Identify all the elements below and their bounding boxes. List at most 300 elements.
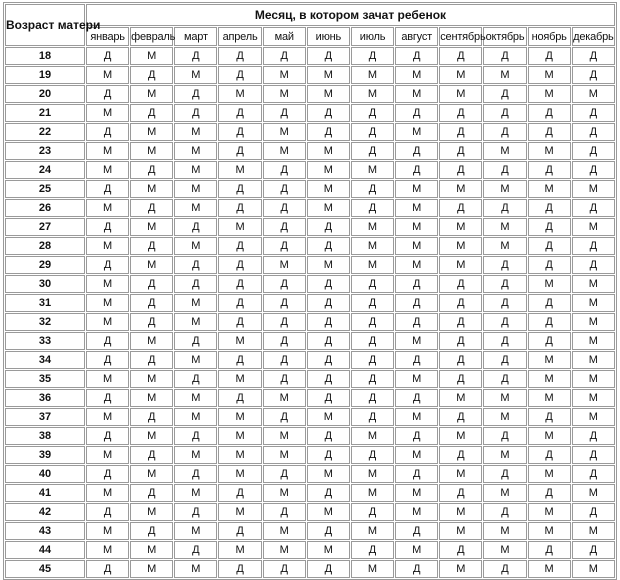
gender-cell: М [439,427,482,445]
gender-cell: М [483,484,526,502]
gender-cell: М [218,218,261,236]
gender-cell: М [528,275,571,293]
gender-cell: Д [218,275,261,293]
gender-cell: М [439,465,482,483]
gender-cell: М [483,408,526,426]
mother-age-cell: 20 [5,85,85,103]
gender-cell: Д [351,351,394,369]
gender-cell: Д [307,370,350,388]
gender-cell: М [395,218,438,236]
gender-cell: М [263,484,306,502]
gender-cell: Д [351,541,394,559]
table-body [5,47,615,578]
gender-cell: Д [130,313,173,331]
gender-cell: М [218,161,261,179]
mother-age-cell: 28 [5,237,85,255]
gender-cell: Д [263,503,306,521]
table-row [5,275,615,293]
gender-cell: Д [307,47,350,65]
gender-cell: Д [483,427,526,445]
gender-cell: М [174,560,217,578]
gender-cell: М [528,389,571,407]
gender-cell: М [439,180,482,198]
gender-cell: Д [86,256,129,274]
gender-cell: М [307,180,350,198]
gender-cell: М [263,123,306,141]
table-row [5,237,615,255]
gender-cell: М [174,180,217,198]
gender-cell: Д [395,465,438,483]
gender-cell: М [263,446,306,464]
gender-cell: Д [395,389,438,407]
table-row [5,370,615,388]
gender-cell: Д [483,560,526,578]
gender-cell: Д [572,465,615,483]
gender-cell: М [351,256,394,274]
mother-age-cell: 35 [5,370,85,388]
gender-cell: Д [351,313,394,331]
gender-cell: Д [395,161,438,179]
mother-age-cell: 37 [5,408,85,426]
gender-cell: М [130,142,173,160]
mother-age-cell: 24 [5,161,85,179]
gender-cell: Д [351,446,394,464]
gender-cell: М [307,465,350,483]
gender-cell: Д [528,161,571,179]
gender-cell: М [439,522,482,540]
gender-cell: М [572,313,615,331]
gender-cell: Д [528,237,571,255]
gender-cell: Д [263,332,306,350]
gender-cell: М [572,275,615,293]
table-row [5,332,615,350]
gender-cell: Д [528,294,571,312]
gender-cell: М [439,237,482,255]
gender-cell: Д [483,161,526,179]
gender-cell: М [351,161,394,179]
gender-cell: М [395,85,438,103]
gender-cell: Д [218,389,261,407]
mother-age-cell: 23 [5,142,85,160]
gender-cell: Д [174,218,217,236]
gender-cell: М [395,370,438,388]
gender-cell: М [483,180,526,198]
gender-cell: М [351,85,394,103]
gender-cell: Д [528,104,571,122]
gender-cell: Д [395,313,438,331]
month-header: февраль [130,27,173,46]
gender-cell: Д [174,85,217,103]
gender-cell: Д [528,484,571,502]
table-row [5,256,615,274]
gender-cell: М [174,484,217,502]
gender-cell: М [174,446,217,464]
mother-age-cell: 25 [5,180,85,198]
gender-cell: Д [395,294,438,312]
gender-cell: М [218,503,261,521]
gender-cell: Д [483,47,526,65]
gender-cell: Д [395,142,438,160]
gender-cell: М [174,294,217,312]
gender-cell: Д [218,522,261,540]
gender-cell: Д [395,351,438,369]
gender-cell: М [307,256,350,274]
table-row [5,294,615,312]
gender-cell: М [307,161,350,179]
gender-cell: Д [307,275,350,293]
gender-cell: Д [439,142,482,160]
gender-cell: М [351,522,394,540]
gender-cell: Д [263,408,306,426]
gender-cell: Д [351,123,394,141]
gender-cell: М [130,465,173,483]
gender-cell: Д [86,503,129,521]
gender-cell: М [174,389,217,407]
gender-cell: Д [528,47,571,65]
gender-cell: М [528,427,571,445]
gender-cell: М [174,351,217,369]
gender-cell: Д [130,275,173,293]
gender-cell: Д [218,66,261,84]
gender-cell: Д [572,503,615,521]
mother-age-cell: 19 [5,66,85,84]
gender-cell: Д [307,427,350,445]
gender-cell: Д [483,123,526,141]
gender-cell: М [307,541,350,559]
gender-cell: Д [439,313,482,331]
gender-cell: Д [528,541,571,559]
gender-cell: Д [351,180,394,198]
gender-cell: Д [307,484,350,502]
gender-cell: Д [86,389,129,407]
gender-cell: М [86,275,129,293]
gender-cell: Д [572,199,615,217]
gender-cell: М [174,66,217,84]
gender-cell: Д [528,446,571,464]
gender-cell: М [483,389,526,407]
gender-cell: М [307,503,350,521]
gender-cell: М [572,332,615,350]
gender-cell: Д [351,199,394,217]
gender-cell: М [439,503,482,521]
gender-cell: М [130,180,173,198]
gender-cell: Д [483,465,526,483]
gender-cell: М [263,427,306,445]
gender-cell: Д [86,47,129,65]
mother-age-cell: 41 [5,484,85,502]
gender-cell: Д [439,351,482,369]
gender-cell: Д [218,142,261,160]
gender-cell: Д [483,104,526,122]
gender-cell: Д [130,66,173,84]
gender-cell: М [572,351,615,369]
gender-cell: Д [263,560,306,578]
gender-cell: М [395,503,438,521]
gender-cell: Д [483,351,526,369]
gender-cell: М [351,427,394,445]
table-row [5,180,615,198]
gender-cell: Д [174,104,217,122]
gender-cell: М [572,85,615,103]
gender-cell: М [130,503,173,521]
gender-cell: Д [483,503,526,521]
gender-cell: М [86,446,129,464]
gender-cell: Д [307,389,350,407]
gender-cell: Д [130,408,173,426]
gender-cell: Д [395,522,438,540]
gender-cell: М [86,161,129,179]
gender-cell: М [86,370,129,388]
gender-cell: Д [263,275,306,293]
gender-cell: М [307,85,350,103]
gender-cell: Д [263,161,306,179]
gender-cell: М [218,427,261,445]
gender-cell: М [528,522,571,540]
mother-age-cell: 33 [5,332,85,350]
gender-cell: М [130,256,173,274]
gender-cell: М [483,237,526,255]
gender-cell: М [218,408,261,426]
gender-cell: Д [218,199,261,217]
gender-cell: Д [528,199,571,217]
mother-age-cell: 43 [5,522,85,540]
gender-cell: М [218,85,261,103]
gender-cell: Д [483,313,526,331]
mother-age-cell: 18 [5,47,85,65]
gender-cell: М [483,218,526,236]
gender-cell: Д [572,142,615,160]
gender-cell: М [439,256,482,274]
gender-cell: М [130,123,173,141]
gender-cell: М [130,427,173,445]
table-row [5,351,615,369]
gender-cell: Д [351,275,394,293]
month-header: май [263,27,306,46]
mother-age-cell: 38 [5,427,85,445]
gender-cell: Д [439,408,482,426]
gender-cell: М [130,218,173,236]
gender-cell: Д [351,332,394,350]
gender-cell: М [86,66,129,84]
gender-cell: М [174,313,217,331]
gender-cell: Д [307,123,350,141]
gender-cell: М [130,370,173,388]
conception-chart-table [3,2,617,580]
gender-cell: Д [351,408,394,426]
gender-cell: М [395,123,438,141]
gender-cell: М [483,446,526,464]
gender-cell: Д [395,560,438,578]
gender-cell: Д [307,351,350,369]
gender-cell: Д [218,294,261,312]
gender-cell: Д [174,541,217,559]
table-row [5,85,615,103]
gender-cell: Д [130,522,173,540]
mother-age-cell: 44 [5,541,85,559]
gender-cell: Д [174,275,217,293]
gender-cell: М [263,522,306,540]
gender-cell: Д [439,161,482,179]
gender-cell: М [439,218,482,236]
gender-cell: Д [395,47,438,65]
month-header: январь [86,27,129,46]
gender-cell: Д [395,104,438,122]
gender-cell: Д [218,104,261,122]
gender-cell: Д [439,484,482,502]
table-row [5,522,615,540]
gender-cell: М [395,237,438,255]
gender-cell: Д [395,275,438,293]
table-row [5,313,615,331]
gender-cell: Д [263,104,306,122]
gender-cell: Д [439,370,482,388]
gender-cell: М [528,66,571,84]
gender-cell: Д [483,332,526,350]
gender-cell: Д [572,47,615,65]
gender-cell: М [351,560,394,578]
gender-cell: Д [174,427,217,445]
table-row [5,66,615,84]
gender-cell: Д [307,104,350,122]
mother-age-cell: 29 [5,256,85,274]
table-row [5,199,615,217]
gender-cell: М [483,522,526,540]
mother-age-cell: 36 [5,389,85,407]
gender-cell: М [218,541,261,559]
gender-cell: Д [572,427,615,445]
gender-cell: Д [528,332,571,350]
gender-cell: Д [263,47,306,65]
gender-cell: Д [351,47,394,65]
gender-cell: Д [130,104,173,122]
gender-cell: М [528,503,571,521]
gender-cell: Д [218,560,261,578]
gender-cell: Д [351,294,394,312]
gender-cell: М [86,294,129,312]
gender-cell: М [395,484,438,502]
gender-cell: Д [218,123,261,141]
mother-age-cell: 45 [5,560,85,578]
gender-cell: Д [572,541,615,559]
gender-cell: М [572,389,615,407]
gender-cell: Д [86,351,129,369]
mother-age-cell: 42 [5,503,85,521]
gender-cell: М [572,560,615,578]
gender-cell: Д [572,161,615,179]
gender-cell: Д [218,237,261,255]
gender-cell: М [483,541,526,559]
gender-cell: М [307,66,350,84]
gender-cell: М [86,484,129,502]
gender-cell: Д [307,522,350,540]
gender-cell: М [86,104,129,122]
gender-cell: М [130,47,173,65]
table-row [5,427,615,445]
gender-cell: Д [86,85,129,103]
table-row [5,123,615,141]
gender-cell: М [528,465,571,483]
gender-cell: М [572,408,615,426]
gender-cell: М [263,142,306,160]
gender-cell: М [263,541,306,559]
month-header: август [395,27,438,46]
gender-cell: Д [86,180,129,198]
gender-cell: М [528,180,571,198]
gender-cell: Д [218,313,261,331]
mother-age-cell: 31 [5,294,85,312]
gender-cell: М [439,560,482,578]
gender-cell: М [174,161,217,179]
gender-cell: М [263,389,306,407]
gender-cell: М [307,142,350,160]
gender-cell: Д [307,294,350,312]
gender-cell: Д [218,256,261,274]
gender-cell: Д [86,427,129,445]
gender-cell: Д [439,104,482,122]
gender-cell: М [395,446,438,464]
gender-cell: Д [218,484,261,502]
gender-cell: М [86,408,129,426]
gender-cell: М [174,522,217,540]
gender-cell: М [307,408,350,426]
gender-cell: Д [263,370,306,388]
gender-cell: М [351,218,394,236]
gender-cell: Д [439,332,482,350]
gender-cell: М [572,522,615,540]
table-row [5,389,615,407]
gender-cell: Д [307,560,350,578]
gender-cell: М [263,66,306,84]
gender-cell: Д [439,294,482,312]
gender-cell: Д [263,180,306,198]
gender-cell: М [395,408,438,426]
gender-cell: Д [263,294,306,312]
gender-cell: М [86,313,129,331]
mother-age-cell: 21 [5,104,85,122]
gender-cell: Д [218,47,261,65]
gender-cell: М [395,541,438,559]
gender-cell: М [174,408,217,426]
gender-cell: М [483,66,526,84]
gender-cell: М [351,237,394,255]
gender-cell: Д [130,161,173,179]
gender-cell: М [218,370,261,388]
gender-cell: М [351,465,394,483]
gender-cell: М [572,218,615,236]
gender-cell: Д [439,446,482,464]
gender-cell: Д [572,256,615,274]
gender-cell: М [572,370,615,388]
gender-cell: М [263,85,306,103]
gender-cell: Д [572,123,615,141]
table-row [5,446,615,464]
gender-cell: М [174,123,217,141]
month-group-header: Месяц, в котором зачат ребенок [86,4,615,26]
gender-cell: М [395,180,438,198]
gender-cell: М [86,199,129,217]
gender-cell: М [263,256,306,274]
table-row [5,142,615,160]
mother-age-cell: 26 [5,199,85,217]
month-header: декабрь [572,27,615,46]
gender-cell: Д [307,313,350,331]
table-row [5,47,615,65]
gender-cell: Д [263,351,306,369]
gender-cell: Д [218,180,261,198]
month-header: июль [351,27,394,46]
gender-cell: М [307,199,350,217]
gender-cell: Д [572,237,615,255]
